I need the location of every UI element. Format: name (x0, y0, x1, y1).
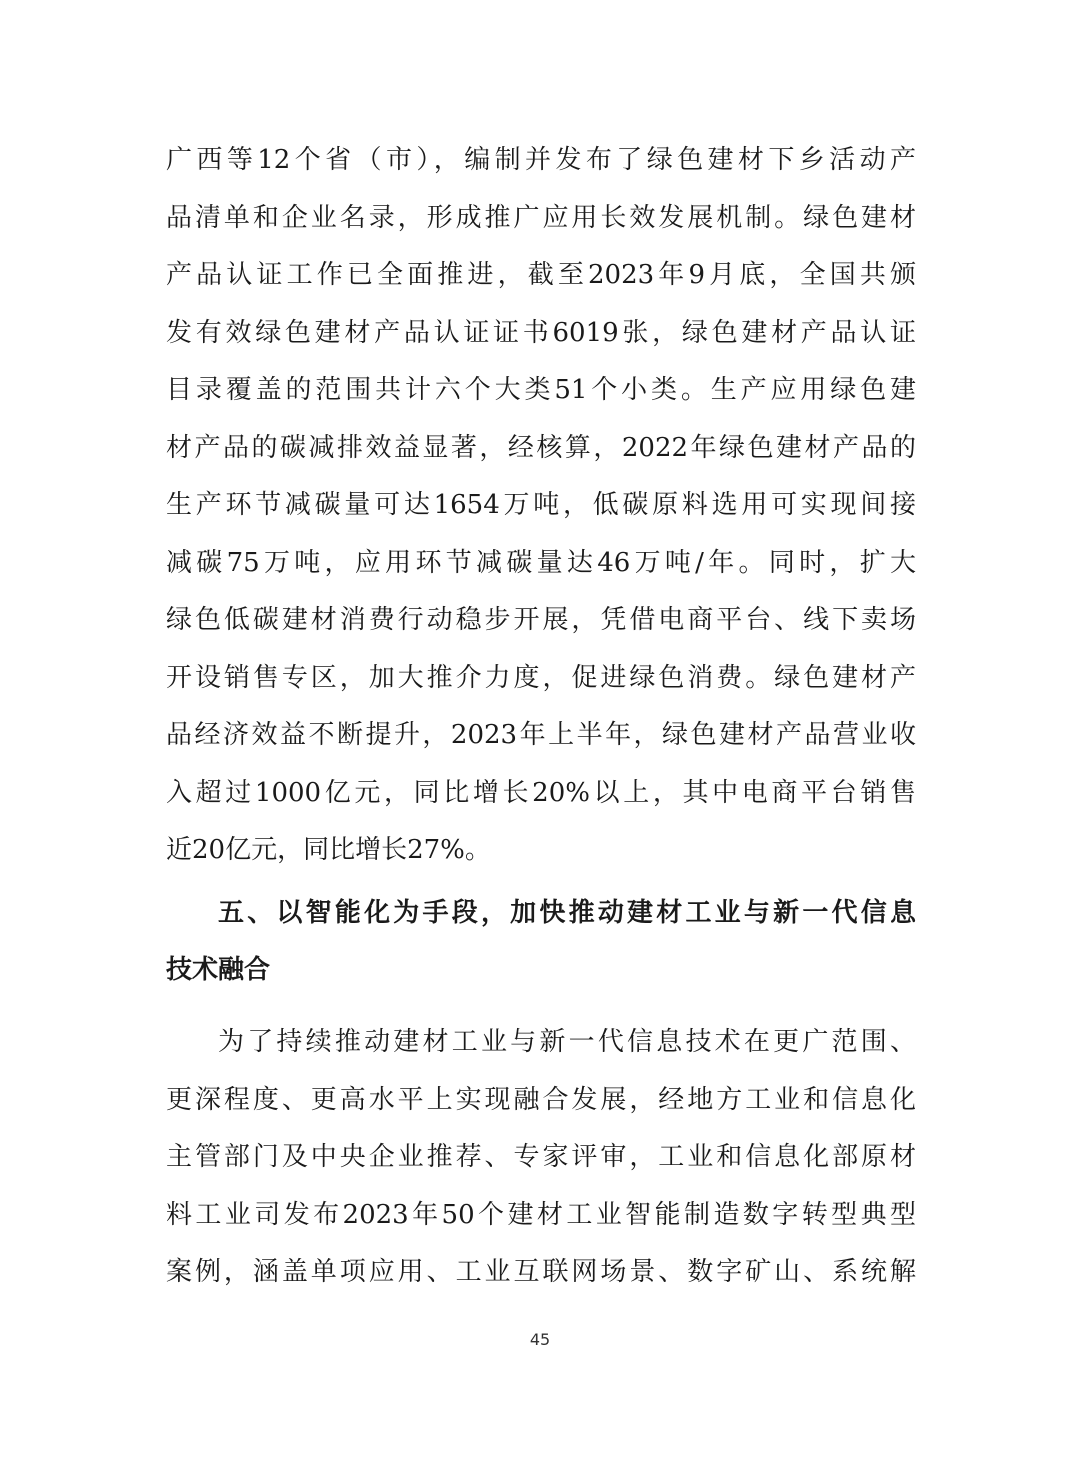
paragraph-line: 品经济效益不断提升，2023年上半年，绿色建材产品营业收 (166, 720, 916, 750)
page-number: 45 (529, 1330, 551, 1349)
paragraph-line: 减碳75万吨，应用环节减碳量达46万吨/年。同时，扩大 (166, 547, 916, 578)
paragraph-green-building-materials (166, 132, 916, 880)
paragraph-intelligent-manufacturing (166, 1014, 916, 1302)
heading-line: 技术融合 (166, 955, 271, 985)
paragraph-line: 产品认证工作已全面推进，截至2023年9月底，全国共颁 (166, 260, 916, 290)
paragraph-line: 主管部门及中央企业推荐、专家评审，工业和信息化部原材 (166, 1142, 916, 1172)
paragraph-line: 广西等12个省（市），编制并发布了绿色建材下乡活动产 (166, 145, 916, 175)
paragraph-line: 案例，涵盖单项应用、工业互联网场景、数字矿山、系统解 (166, 1257, 916, 1287)
paragraph-line: 料工业司发布2023年50个建材工业智能制造数字转型典型 (166, 1199, 916, 1230)
paragraph-line: 开设销售专区，加大推介力度，促进绿色消费。绿色建材产 (166, 662, 916, 693)
paragraph-line: 更深程度、更高水平上实现融合发展，经地方工业和信息化 (166, 1084, 916, 1115)
section-heading (166, 885, 916, 999)
heading-line: 五、以智能化为手段，加快推动建材工业与新一代信息 (218, 898, 916, 928)
paragraph-line: 为了持续推动建材工业与新一代信息技术在更广范围、 (218, 1027, 916, 1057)
paragraph-line: 入超过1000亿元，同比增长20%以上，其中电商平台销售 (166, 777, 916, 808)
paragraph-line: 发有效绿色建材产品认证证书6019张，绿色建材产品认证 (166, 317, 916, 348)
paragraph-line: 绿色低碳建材消费行动稳步开展，凭借电商平台、线下卖场 (166, 605, 916, 635)
paragraph-line: 品清单和企业名录，形成推广应用长效发展机制。绿色建材 (166, 202, 916, 233)
paragraph-line: 材产品的碳减排效益显著，经核算，2022年绿色建材产品的 (166, 432, 916, 463)
paragraph-line: 生产环节减碳量可达1654万吨，低碳原料选用可实现间接 (166, 490, 916, 520)
paragraph-line: 近20亿元，同比增长27%。 (166, 835, 491, 865)
paragraph-line: 目录覆盖的范围共计六个大类51个小类。生产应用绿色建 (166, 375, 916, 405)
